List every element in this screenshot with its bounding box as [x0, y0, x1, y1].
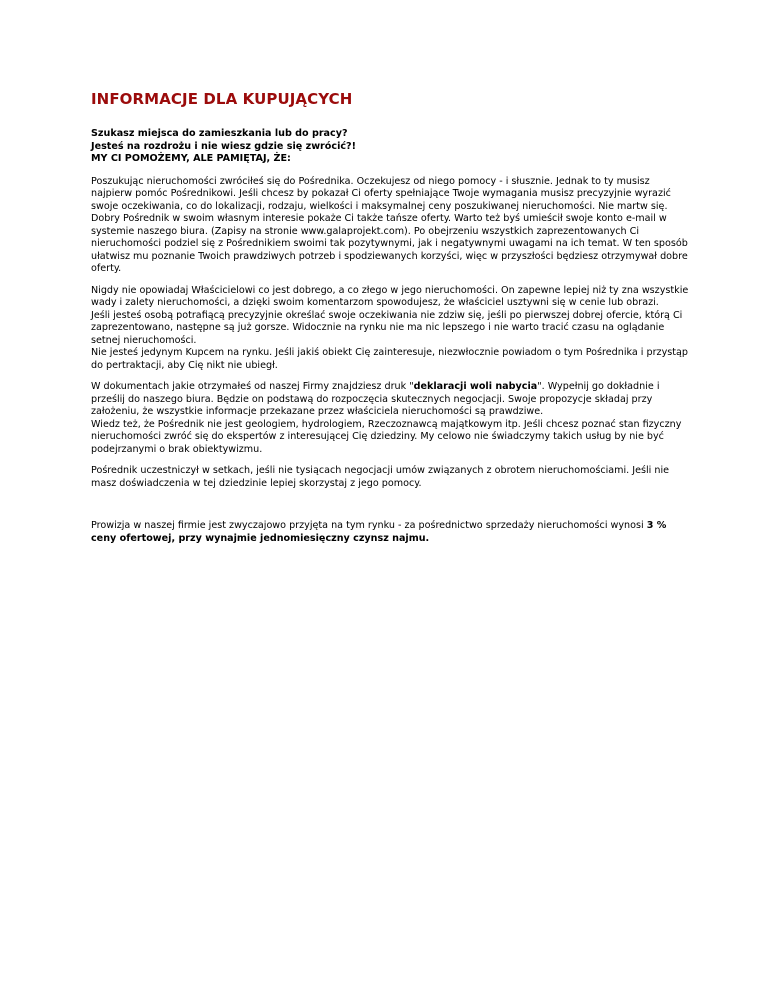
- paragraph-3: [91, 381, 691, 456]
- paragraph-1: Poszukując nieruchomości zwróciłeś się do Pośrednika. Oczekujesz od niego pomocy - i słusznie. Jednak to ty musisz najpierw pomóc Pośrednikowi. Jeśli chcesz by pokazał Ci oferty spełniające Twoje wymagania musisz precyzyjnie wyrazić swoje oczekiwania, co do lokalizacji, rodzaju, wielkości i maksymalnej ceny poszukiwanej nieruchomości. Nie martw się. Dobry Pośrednik w swoim własnym interesie pokaże Ci także tańsze oferty. Warto też byś umieścił swoje konto e-mail w systemie naszego biura. (Zapisy na stronie www.galaprojekt.com). Po obejrzeniu wszystkich zaprezentowanych Ci nieruchomości podziel się z Pośrednikiem swoimi tak pozytywnymi, jak i negatywnymi uwagami na ich temat. W ten sposób ułatwisz mu poznanie Twoich prawdziwych potrzeb i spodziewanych korzyści, więc w przyszłości będziesz otrzymywał dobre oferty.: [91, 175, 688, 274]
- intro-line-3: MY CI POMOŻEMY, ALE PAMIĘTAJ, ŻE:: [91, 153, 291, 164]
- spacer: [91, 499, 691, 520]
- paragraph-commission: [91, 520, 691, 545]
- commission-text: Prowizja w naszej firmie jest zwyczajowo przyjęta na tym rynku - za pośrednictwo sprzedaży nieruchomości wynosi: [91, 520, 647, 531]
- main-content: [91, 90, 691, 554]
- intro-line-1: Szukasz miejsca do zamieszkania lub do pracy?: [91, 128, 348, 139]
- intro-block: [91, 128, 691, 166]
- commission-rate: 3 % ceny ofertowej, przy wynajmie jednomiesięczny czynsz najmu.: [91, 520, 667, 544]
- paragraph-2-part-1: Nigdy nie opowiadaj Właścicielowi co jest dobrego, a co złego w jego nieruchomości. On zapewne lepiej niż ty zna wszystkie wady i zalety nieruchomości, a dzięki swoim komentarzom spowodujesz, że właściciel usztywni się w cenie lub obrazi.: [91, 284, 689, 308]
- intro-line-2: Jesteś na rozdrożu i nie wiesz gdzie się zwrócić?!: [91, 140, 356, 152]
- paragraph-3-text-before: W dokumentach jakie otrzymałeś od naszej Firmy znajdziesz druk ": [91, 381, 414, 392]
- paragraph-4: Pośrednik uczestniczył w setkach, jeśli nie tysiącach negocjacji umów związanych z obrotem nieruchomościami. Jeśli nie masz doświadczenia w tej dziedzinie lepiej skorzystaj z jego pomocy.: [91, 465, 670, 489]
- paragraph-3-text-after: ". Wypełnij go dokładnie i prześlij do naszego biura. Będzie on podstawą do rozpoczęcia skutecznych negocjacji. Swoje propozycje składaj przy założeniu, że wszystkie informacje przekazane przez właściciela nieruchomości są prawdziwe.: [91, 381, 660, 417]
- paragraph-2-part-2: Jeśli jesteś osobą potrafiącą precyzyjnie określać swoje oczekiwania nie zdziw się, jeśli po pierwszej dobrej ofercie, którą Ci zaprezentowano, następne są już gorsze. Widocznie na rynku nie ma nic lepszego i nie warto tracić czasu na oglądanie setnej nieruchomości.: [91, 309, 683, 346]
- paragraph-2-part-3: Nie jesteś jedynym Kupcem na rynku. Jeśli jakiś obiekt Cię zainteresuje, niezwłocznie powiadom o tym Pośrednika i przystąp do pertraktacji, aby Cię nikt nie ubiegł.: [91, 347, 688, 371]
- paragraph-2: [91, 285, 691, 373]
- paragraph-3-part-2: Wiedz też, że Pośrednik nie jest geologiem, hydrologiem, Rzeczoznawcą majątkowym itp. Jeśli chcesz poznać stan fizyczny nieruchomości zwróć się do ekspertów z interesującej Cię dziedziny. My celowo nie świadczymy takich usług by nie być podejrzanymi o brak obiektywizmu.: [91, 418, 682, 455]
- paragraph-3-part-1: [91, 381, 691, 419]
- page-title: INFORMACJE DLA KUPUJĄCYCH: [91, 90, 353, 108]
- declaration-form-name: deklaracji woli nabycia: [413, 381, 538, 392]
